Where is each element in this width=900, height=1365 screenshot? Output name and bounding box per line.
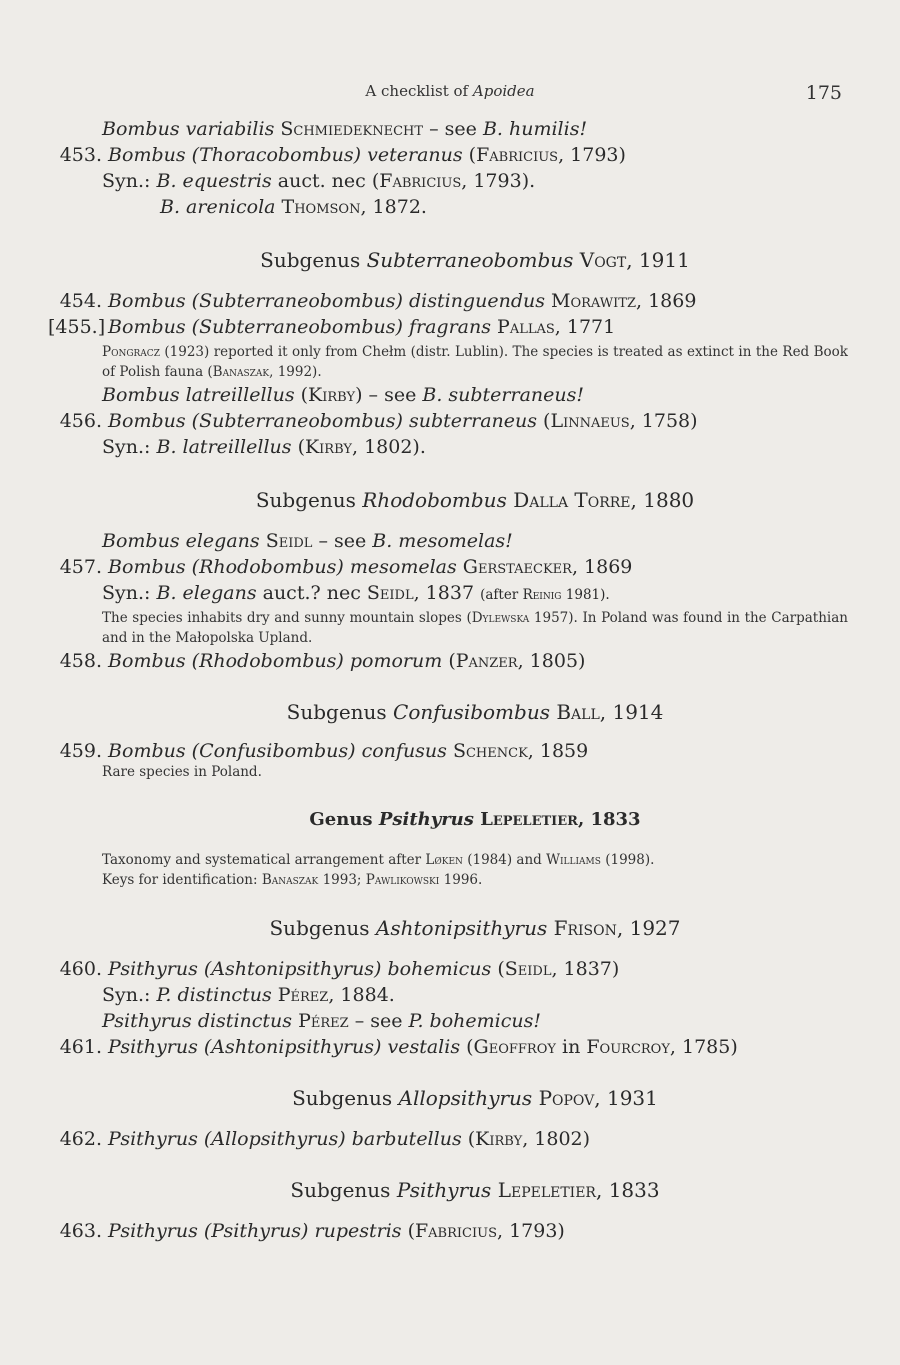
species-entry-459: 459. Bombus (Confusibombus) confusus Schenck, 1859: [59, 740, 589, 762]
species-entry-457: 457. Bombus (Rhodobombus) mesomelas Gerstaecker, 1869: [59, 556, 633, 578]
species-entry-462: 462. Psithyrus (Allopsithyrus) barbutellus (Kirby, 1802): [59, 1128, 591, 1150]
species-entry-460: 460. Psithyrus (Ashtonipsithyrus) bohemicus (Seidl, 1837): [59, 958, 620, 980]
subgenus-heading: Subgenus Confusibombus Ball, 1914: [286, 700, 664, 724]
running-title: A checklist of: [365, 82, 469, 100]
genus-heading: Genus Psithyrus Lepeletier, 1833: [309, 809, 641, 830]
species-entry-463: 463. Psithyrus (Psithyrus) rupestris (Fabricius, 1793): [59, 1220, 565, 1242]
entry-line: Bombus elegans Seidl – see B. mesomelas!: [102, 530, 513, 552]
species-entry-456: 456. Bombus (Subterraneobombus) subterraneus (Linnaeus, 1758): [59, 410, 698, 432]
running-head: [0, 82, 900, 100]
note-text: Rare species in Poland.: [102, 764, 262, 780]
running-title-italic: Apoidea: [472, 82, 535, 100]
species-entry-461: 461. Psithyrus (Ashtonipsithyrus) vestalis (Geoffroy in Fourcroy, 1785): [59, 1036, 738, 1058]
synonym-line: Syn.: B. equestris auct. nec (Fabricius, 1793).: [102, 170, 536, 192]
subgenus-heading: Subgenus Ashtonipsithyrus Frison, 1927: [269, 916, 681, 940]
synonym-line: Syn.: B. latreillellus (Kirby, 1802).: [102, 436, 426, 458]
note-text: The species inhabits dry and sunny mountain slopes (Dylewska 1957). In Poland was found in the Carpathian and in the Małopolska Upland.: [102, 610, 848, 646]
species-entry-455: [455.] Bombus (Subterraneobombus) fragrans Pallas, 1771: [48, 316, 616, 338]
note-text: Taxonomy and systematical arrangement after Løken (1984) and Williams (1998). Keys for identification: Banaszak 1993; Pawlikowski 1996.: [102, 852, 655, 888]
subgenus-heading: Subgenus Allopsithyrus Popov, 1931: [292, 1086, 658, 1110]
synonym-line: B. arenicola Thomson, 1872.: [160, 196, 427, 218]
synonym-line: Syn.: P. distinctus Pérez, 1884.: [102, 984, 395, 1006]
entry-line: Psithyrus distinctus Pérez – see P. bohemicus!: [102, 1010, 541, 1032]
subgenus-heading: Subgenus Psithyrus Lepeletier, 1833: [290, 1178, 660, 1202]
subgenus-heading: Subgenus Rhodobombus Dalla Torre, 1880: [255, 488, 695, 512]
synonym-line: Syn.: B. elegans auct.? nec Seidl, 1837 (after Reinig 1981).: [102, 582, 610, 604]
species-entry-458: 458. Bombus (Rhodobombus) pomorum (Panzer, 1805): [59, 650, 586, 672]
entry-line: Bombus latreillellus (Kirby) – see B. subterraneus!: [102, 384, 585, 406]
species-entry-453: 453. Bombus (Thoracobombus) veteranus (Fabricius, 1793): [59, 144, 626, 166]
page-number: 175: [805, 82, 842, 104]
checklist-content: [48, 118, 848, 1242]
subgenus-heading: Subgenus Subterraneobombus Vogt, 1911: [260, 248, 690, 272]
entry-line: Bombus variabilis Schmiedeknecht – see B. humilis!: [102, 118, 588, 140]
species-entry-454: 454. Bombus (Subterraneobombus) distinguendus Morawitz, 1869: [59, 290, 697, 312]
note-text: Pongracz (1923) reported it only from Chełm (distr. Lublin). The species is treated as extinct in the Red Book of Polish fauna (Banaszak, 1992).: [102, 344, 848, 380]
